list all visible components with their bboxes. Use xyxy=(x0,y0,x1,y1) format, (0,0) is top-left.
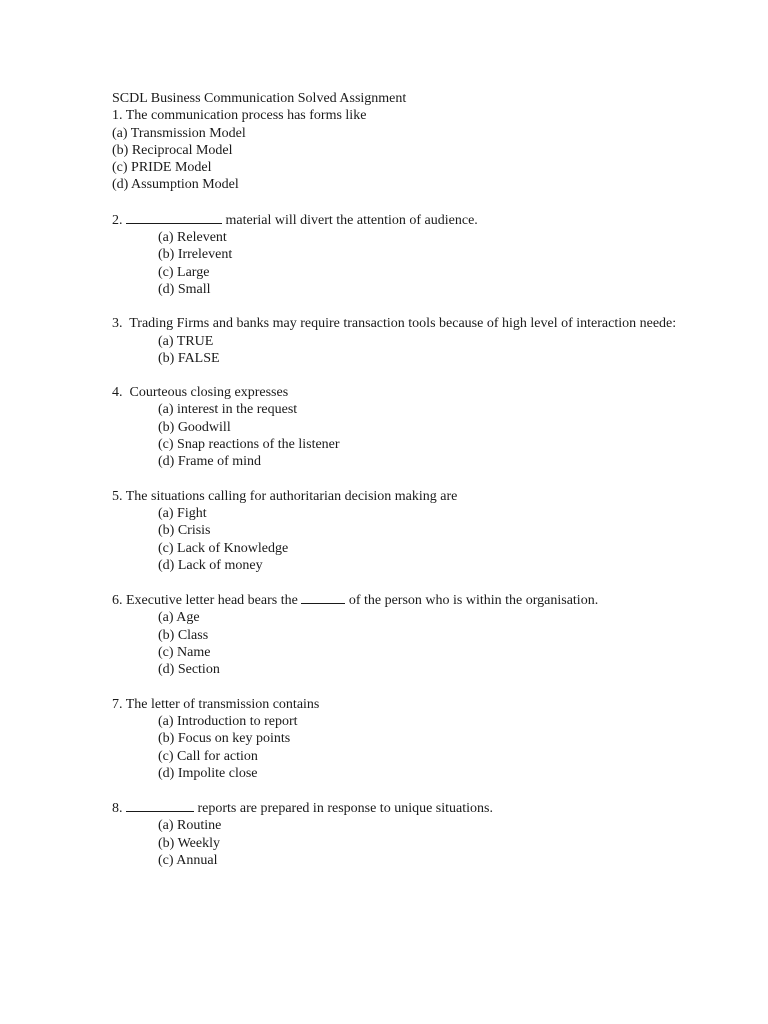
question-number: 6. xyxy=(112,593,123,609)
question-number: 5. xyxy=(112,488,123,504)
question-2-stem xyxy=(112,211,732,229)
question-4 xyxy=(112,384,732,470)
spacer xyxy=(112,367,732,384)
answer-blank xyxy=(126,799,194,812)
option-c: (c) Call for action xyxy=(158,748,258,764)
question-1 xyxy=(112,107,732,193)
option-a: (a) Age xyxy=(158,610,200,626)
spacer xyxy=(112,298,732,315)
option-a: (a) TRUE xyxy=(158,333,214,349)
question-text: Courteous closing expresses xyxy=(129,385,289,401)
question-text: Trading Firms and banks may require transaction tools because of high level of interaction neede: xyxy=(129,316,677,332)
question-8-stem xyxy=(112,799,732,817)
question-number: 2. xyxy=(112,212,123,228)
option-a: (a) Routine xyxy=(158,818,222,834)
option-b: (b) Class xyxy=(158,627,209,643)
question-number: 4. xyxy=(112,385,123,401)
option-d: (d) Lack of money xyxy=(158,557,263,573)
option-b: (b) Weekly xyxy=(158,835,220,851)
question-number: 8. xyxy=(112,801,123,817)
question-6 xyxy=(112,591,732,678)
option-c: (c) Annual xyxy=(158,852,218,868)
option-a: (a) Introduction to report xyxy=(158,713,298,729)
question-8 xyxy=(112,799,732,869)
spacer xyxy=(112,782,732,799)
question-text-before: Executive letter head bears the xyxy=(126,593,298,609)
option-c: (c) Name xyxy=(158,645,211,661)
question-7-stem xyxy=(112,696,732,713)
question-3 xyxy=(112,315,732,367)
question-4-stem xyxy=(112,384,732,401)
question-6-stem xyxy=(112,591,732,609)
question-text: The situations calling for authoritarian decision making are xyxy=(125,488,458,504)
option-d: (d) Frame of mind xyxy=(158,454,262,470)
question-text: The letter of transmission contains xyxy=(125,696,320,712)
question-text: material will divert the attention of audience. xyxy=(225,212,478,228)
option-c: (c) Large xyxy=(158,264,210,280)
option-a: (a) interest in the request xyxy=(158,402,298,418)
answer-blank xyxy=(301,591,345,604)
spacer xyxy=(112,574,732,591)
question-text: The communication process has forms like xyxy=(125,108,367,124)
question-number: 1. xyxy=(112,108,123,124)
answer-blank xyxy=(126,211,222,224)
option-b: (b) Reciprocal Model xyxy=(112,142,233,158)
option-c: (c) Lack of Knowledge xyxy=(158,540,289,556)
question-number: 3. xyxy=(112,316,123,332)
option-c: (c) PRIDE Model xyxy=(112,160,212,176)
spacer xyxy=(112,471,732,488)
option-d: (d) Small xyxy=(158,281,211,297)
option-a: (a) Relevent xyxy=(158,230,227,246)
question-number: 7. xyxy=(112,696,123,712)
question-5-stem xyxy=(112,488,732,505)
document-page xyxy=(112,90,732,869)
question-7 xyxy=(112,696,732,782)
question-text: reports are prepared in response to unique situations. xyxy=(197,801,493,817)
document-title: SCDL Business Communication Solved Assignment xyxy=(112,91,407,106)
option-d: (d) Assumption Model xyxy=(112,177,239,193)
question-3-stem xyxy=(112,315,732,332)
question-2 xyxy=(112,211,732,298)
question-5 xyxy=(112,488,732,574)
option-b: (b) Irrelevent xyxy=(158,247,233,263)
spacer xyxy=(112,194,732,211)
option-d: (d) Impolite close xyxy=(158,765,258,781)
option-a: (a) Transmission Model xyxy=(112,125,246,141)
option-c: (c) Snap reactions of the listener xyxy=(158,437,340,453)
option-d: (d) Section xyxy=(158,662,220,678)
option-b: (b) Crisis xyxy=(158,523,211,539)
option-b: (b) Goodwill xyxy=(158,419,231,435)
option-b: (b) Focus on key points xyxy=(158,731,291,747)
spacer xyxy=(112,679,732,696)
question-text-after: of the person who is within the organisation. xyxy=(348,593,599,609)
option-a: (a) Fight xyxy=(158,505,207,521)
option-b: (b) FALSE xyxy=(158,350,220,366)
question-1-stem xyxy=(112,107,732,124)
